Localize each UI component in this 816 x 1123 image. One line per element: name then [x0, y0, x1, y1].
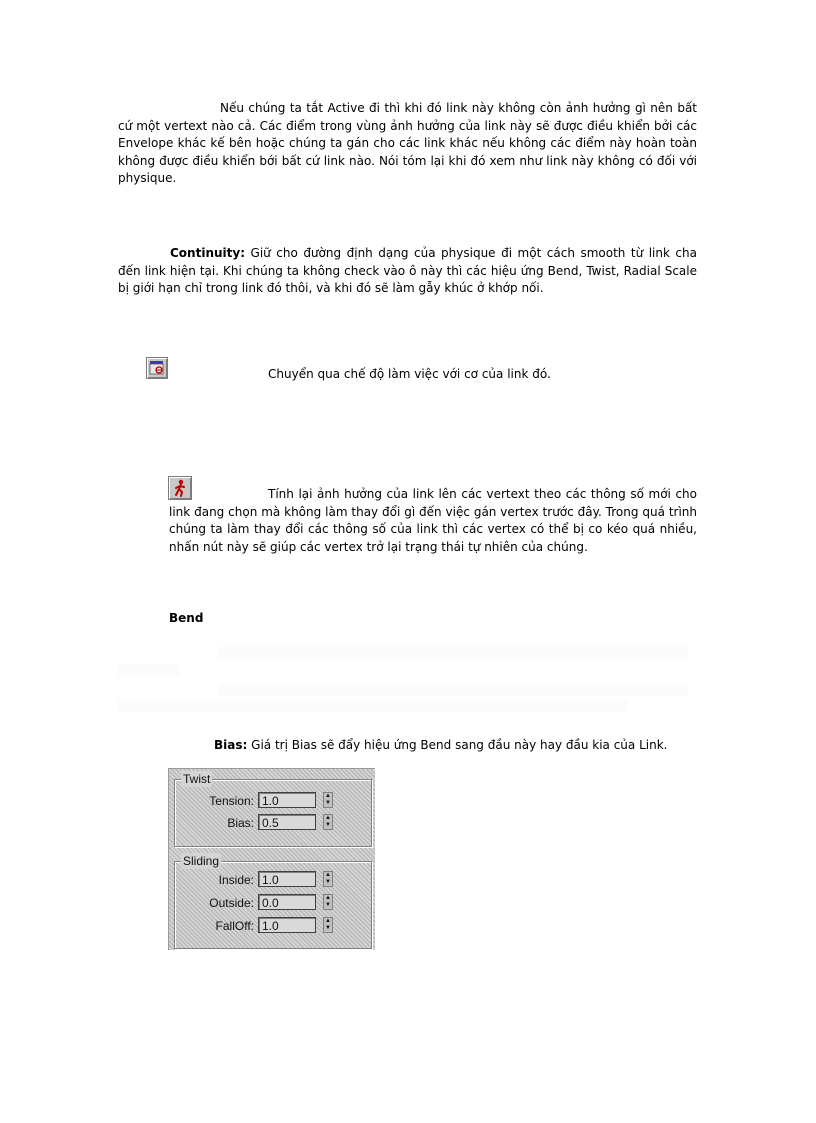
inside-spinner[interactable]: ▲ ▼	[323, 871, 333, 887]
muscle-mode-icon[interactable]	[146, 357, 168, 379]
twist-bias-spinner[interactable]: ▲ ▼	[323, 814, 333, 830]
twist-bias-row	[175, 814, 371, 832]
continuity-label: Continuity:	[170, 246, 245, 260]
outside-row	[175, 894, 371, 912]
recalc-paragraph	[169, 486, 697, 556]
active-paragraph	[118, 100, 697, 188]
bias-text: Giá trị Bias sẽ đẩy hiệu ứng Bend sang đầu này hay đầu kia của Link.	[251, 738, 668, 752]
twist-group	[174, 772, 372, 847]
faded-line-2	[118, 664, 180, 676]
parameters-panel	[168, 768, 375, 950]
bend-heading	[169, 610, 203, 628]
inside-field[interactable]: 1.0	[258, 871, 316, 887]
active-text: Nếu chúng ta tắt Active đi thì khi đó link này không còn ảnh hưởng gì nên bất cứ một vertext nào cả. Các điểm trong vùng ảnh hưởng của link này sẽ được điều khiển bởi các Envelope khác kế bên hoặc chúng ta gán cho các link khác nếu không các điểm này hoàn toàn không được điều khiển bới bất cứ link nào. Nói tóm lại khi đó xem như link này không có đối với physique.	[118, 101, 697, 185]
faded-line-1	[218, 647, 688, 659]
outside-field[interactable]: 0.0	[258, 894, 316, 910]
falloff-row	[175, 917, 371, 935]
bias-paragraph	[214, 737, 694, 755]
muscle-mode-glyph	[147, 358, 167, 378]
falloff-label: FallOff:	[215, 919, 254, 933]
tension-spinner[interactable]: ▲ ▼	[323, 792, 333, 808]
tension-label: Tension:	[209, 794, 254, 808]
falloff-field[interactable]: 1.0	[258, 917, 316, 933]
muscle-text: Chuyển qua chế độ làm việc với cơ của link đó.	[268, 367, 551, 381]
faded-line-4	[118, 700, 628, 712]
recalc-text: Tính lại ảnh hưởng của link lên các vertext theo các thông số mới cho link đang chọn mà không làm thay đổi gì đến việc gán vertex trước đây. Trong quá trình chúng ta làm thay đổi các thông số của link thì các vertex có thể bị co kéo quá nhiều, nhấn nút này sẽ giúp các vertex trở lại trạng thái tự nhiên của chúng.	[169, 487, 697, 554]
twist-bias-label: Bias:	[227, 816, 254, 830]
outside-spinner[interactable]: ▲ ▼	[323, 894, 333, 910]
bias-label: Bias:	[214, 738, 248, 752]
tension-row	[175, 792, 371, 810]
twist-bias-field[interactable]: 0.5	[258, 814, 316, 830]
continuity-text: Giữ cho đường định dạng của physique đi một cách smooth từ link cha đến link hiện tại. Khi chúng ta không check vào ô này thì các hiệu ứng Bend, Twist, Radial Scale bị giới hạn chỉ trong link đó thôi, và khi đó sẽ làm gẫy khúc ở khớp nối.	[118, 246, 697, 295]
inside-label: Inside:	[218, 873, 254, 887]
outside-label: Outside:	[209, 896, 254, 910]
tension-field[interactable]: 1.0	[258, 792, 316, 808]
bend-heading-text: Bend	[169, 611, 204, 625]
sliding-group-title: Sliding	[183, 854, 220, 868]
twist-group-title: Twist	[183, 772, 211, 786]
continuity-paragraph	[118, 245, 697, 298]
sliding-group	[174, 854, 372, 949]
falloff-spinner[interactable]: ▲ ▼	[323, 917, 333, 933]
faded-line-3	[218, 684, 688, 696]
inside-row	[175, 871, 371, 889]
muscle-paragraph	[268, 366, 688, 384]
